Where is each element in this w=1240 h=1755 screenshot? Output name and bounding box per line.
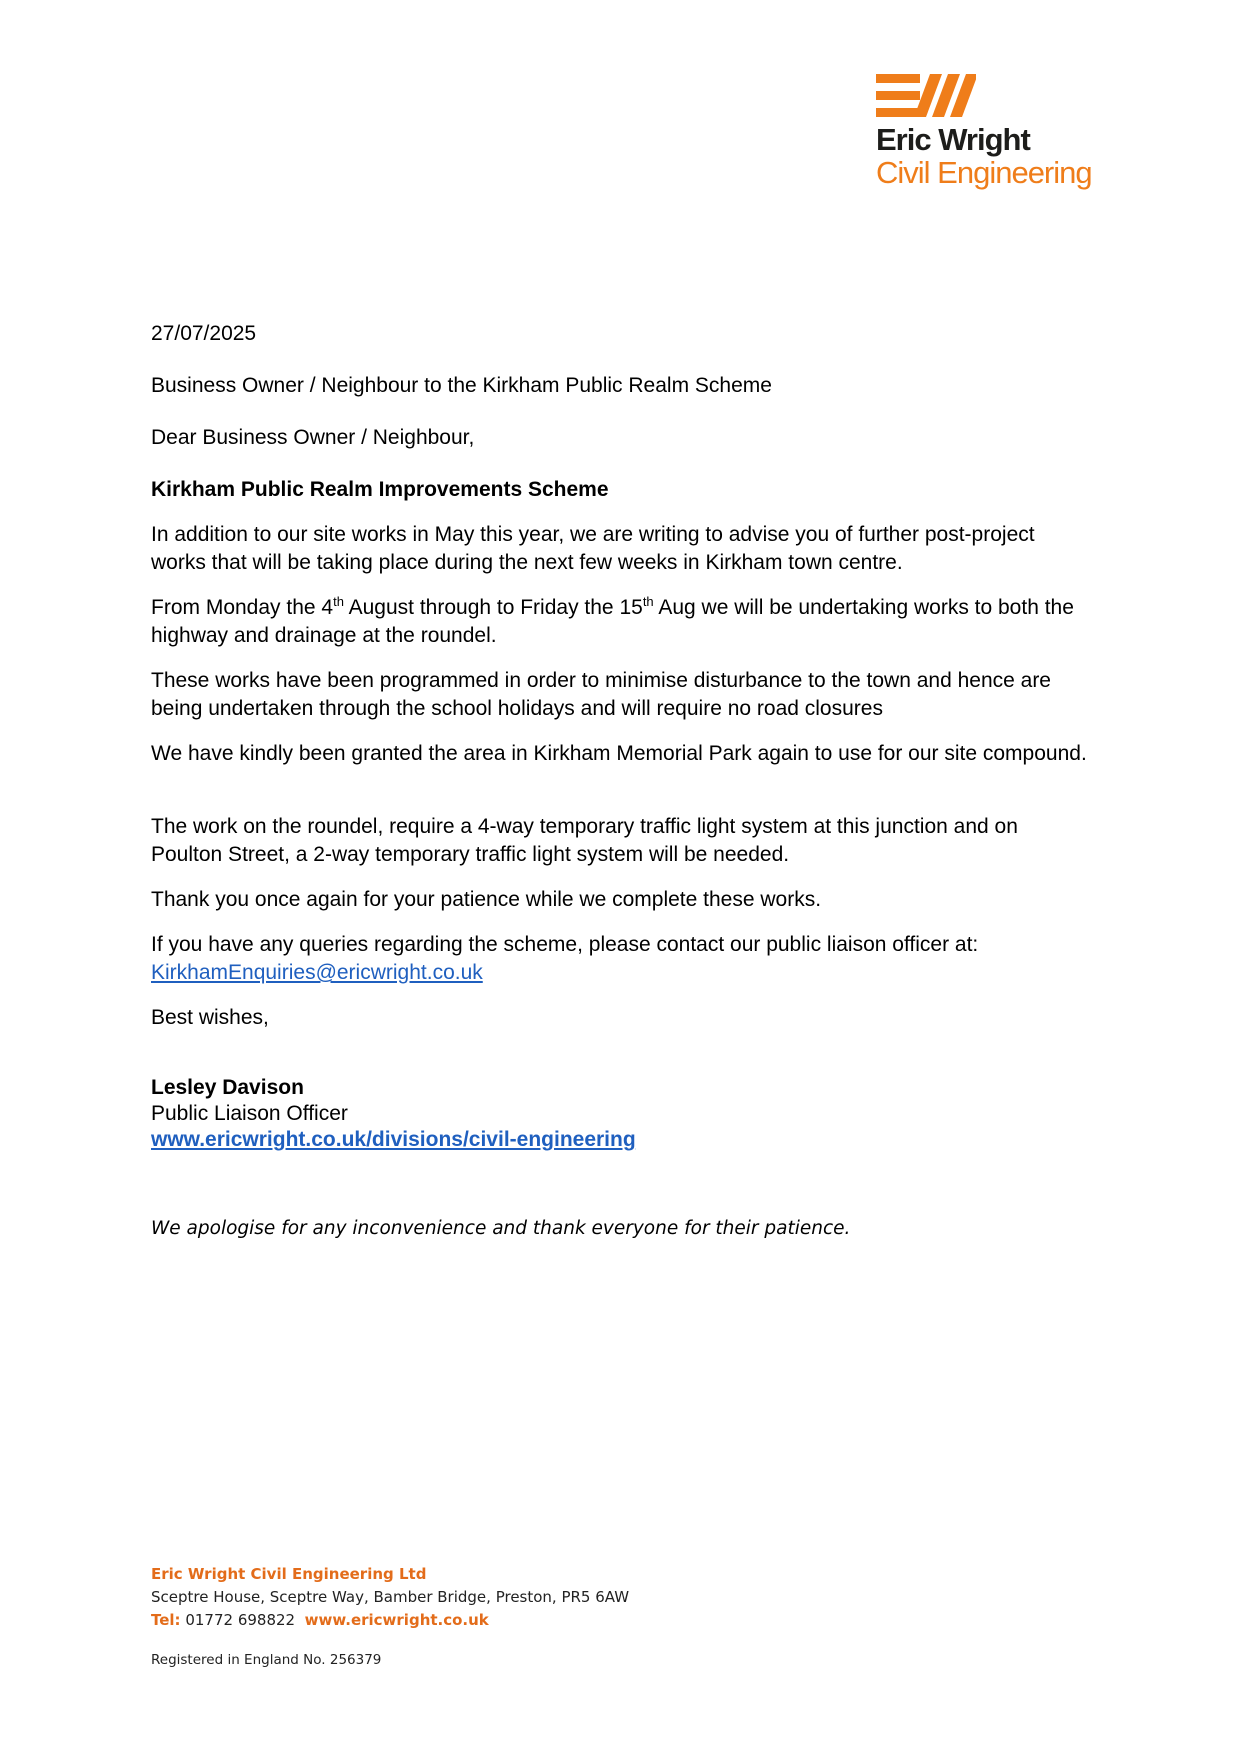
para2-ordinal-1: th bbox=[333, 594, 344, 609]
signer-url[interactable]: www.ericwright.co.uk/divisions/civil-engineering bbox=[151, 1128, 636, 1151]
footer-address: Sceptre House, Sceptre Way, Bamber Bridge, Preston, PR5 6AW bbox=[151, 1588, 630, 1606]
apology-note: We apologise for any inconvenience and thank everyone for their patience. bbox=[151, 1218, 851, 1239]
contact-text: If you have any queries regarding the scheme, please contact our public liaison officer at: bbox=[151, 933, 979, 956]
logo-division-name: Civil Engineering bbox=[876, 155, 1092, 190]
company-logo bbox=[876, 74, 1096, 194]
logo-stripes-icon bbox=[876, 74, 976, 118]
letter-subject: Kirkham Public Realm Improvements Scheme bbox=[151, 478, 609, 501]
letter-salutation: Dear Business Owner / Neighbour, bbox=[151, 426, 475, 449]
logo-company-name: Eric Wright bbox=[876, 122, 1030, 157]
signer-website-link[interactable] bbox=[151, 1126, 1091, 1154]
para2-text-2: August through to Friday the 15 bbox=[343, 596, 643, 619]
signer-name: Lesley Davison bbox=[151, 1076, 304, 1099]
contact-email-link[interactable]: KirkhamEnquiries@ericwright.co.uk bbox=[151, 961, 483, 984]
footer-tel: 01772 698822 bbox=[185, 1611, 296, 1629]
letter-paragraph-4: We have kindly been granted the area in Kirkham Memorial Park again to use for our site compound. bbox=[151, 742, 1087, 765]
letter-recipient: Business Owner / Neighbour to the Kirkham Public Realm Scheme bbox=[151, 374, 772, 397]
footer-contact bbox=[151, 1611, 489, 1629]
footer-tel-label: Tel: bbox=[151, 1611, 181, 1629]
para2-text-1: From Monday the 4 bbox=[151, 596, 334, 619]
letter-signoff: Best wishes, bbox=[151, 1006, 269, 1029]
letter-paragraph-3: These works have been programmed in order to minimise disturbance to the town and hence are being undertaken through the school holidays and will require no road closures bbox=[151, 669, 1051, 720]
letter-paragraph-5: The work on the roundel, require a 4-way temporary traffic light system at this junction and on Poulton Street, a 2-way temporary traffic light system will be needed. bbox=[151, 815, 1018, 866]
footer-website-link[interactable]: www.ericwright.co.uk bbox=[304, 1611, 489, 1629]
footer-company: Eric Wright Civil Engineering Ltd bbox=[151, 1565, 427, 1583]
letter-paragraph-7 bbox=[151, 931, 1091, 987]
signer-title: Public Liaison Officer bbox=[151, 1102, 348, 1125]
footer-registration: Registered in England No. 256379 bbox=[151, 1652, 382, 1668]
letter-date: 27/07/2025 bbox=[151, 322, 257, 345]
para2-text-3: Aug we will be undertaking works to both the highway and drainage at the roundel. bbox=[151, 596, 1074, 647]
letter-paragraph-6: Thank you once again for your patience while we complete these works. bbox=[151, 888, 822, 911]
letter-paragraph-1: In addition to our site works in May this year, we are writing to advise you of further post-project works that will be taking place during the next few weeks in Kirkham town centre. bbox=[151, 523, 1035, 574]
para2-ordinal-2: th bbox=[642, 594, 654, 609]
letter-paragraph-2 bbox=[151, 594, 1091, 650]
